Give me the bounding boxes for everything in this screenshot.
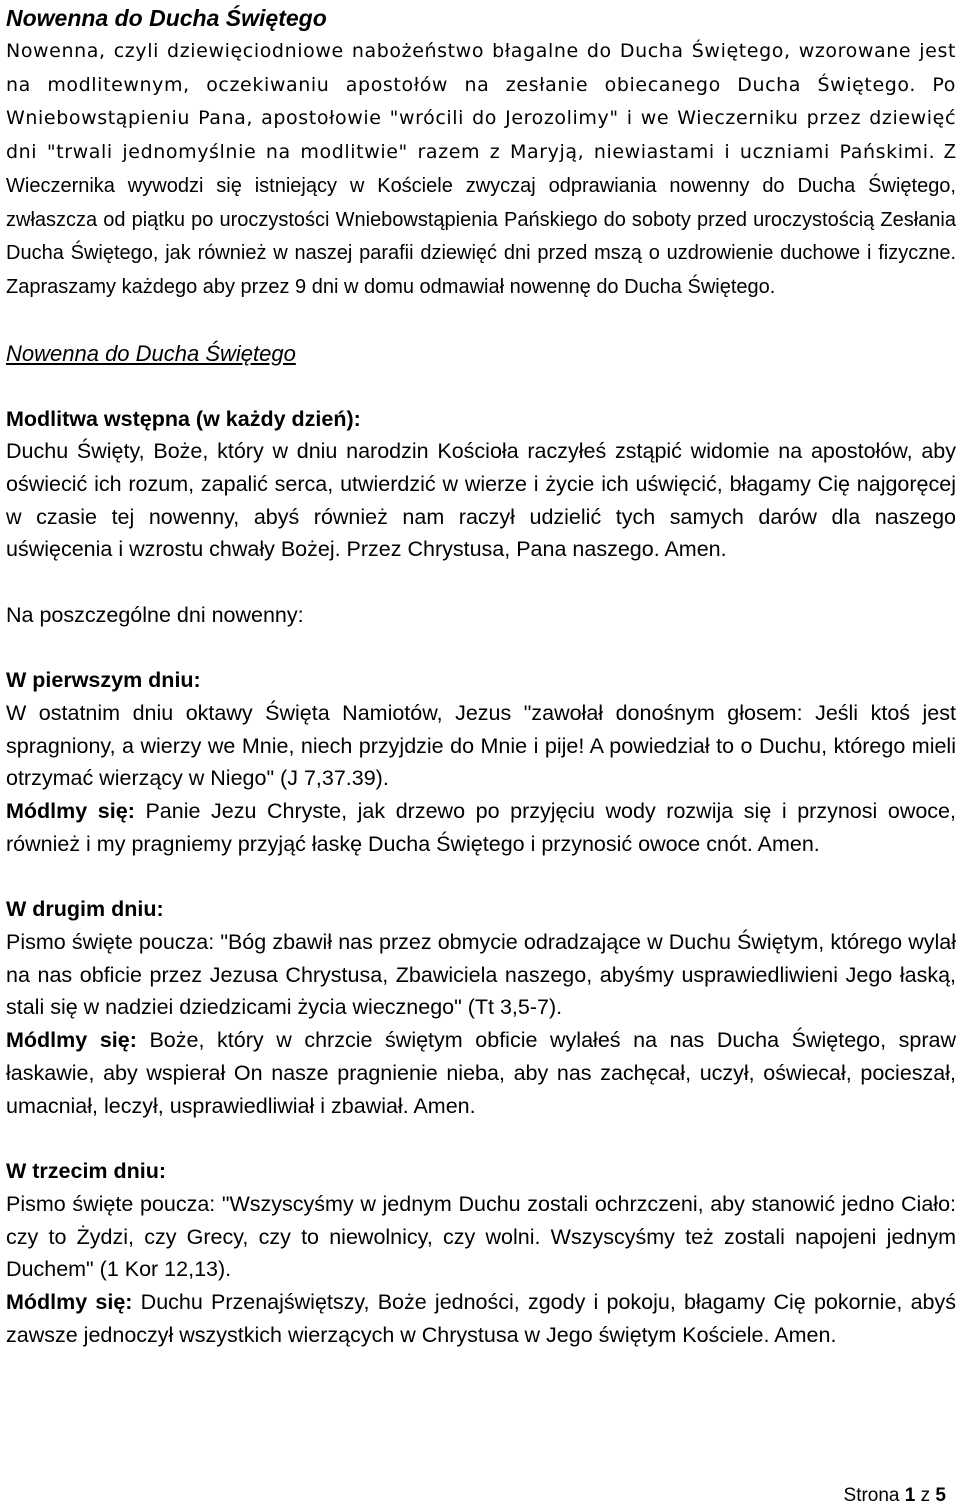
day-prayer	[6, 1286, 956, 1351]
prayer-label: Módlmy się:	[6, 1290, 133, 1315]
page-number-total: 5	[935, 1485, 946, 1506]
prayer-label: Módlmy się:	[6, 1028, 137, 1053]
day-scripture-text: W ostatnim dniu oktawy Święta Namiotów, Jezus "zawołał donośnym głosem: Jeśli ktoś jest spragniony, a wierzy we Mnie, niech przyjdzie do Mnie i pije! A powiedział to o Duchu, którego mieli otrzymać wierzący w Niego" (J 7,37.39).	[6, 700, 956, 791]
day-heading: W drugim dniu:	[6, 897, 164, 922]
prayer-text: Panie Jezu Chryste, jak drzewo po przyjęciu wody rozwija się i przynosi owoce, również i my pragniemy przyjąć łaskę Ducha Świętego i przynosić owoce cnót. Amen.	[6, 798, 956, 856]
section-heading: Nowenna do Ducha Świętego	[6, 340, 296, 366]
page-number	[844, 1484, 946, 1508]
prayer-text: Boże, który w chrzcie świętym obficie wylałeś na nas Ducha Świętego, spraw łaskawie, aby wspierał On nasze pragnienie nieba, aby nas zachęcał, uczył, oświecał, pocieszał, umacniał, leczył, usprawiedliwiał i zbawiał. Amen.	[6, 1028, 956, 1118]
day-prayer	[6, 1024, 956, 1122]
day-heading: W pierwszym dniu:	[6, 668, 201, 693]
document-title: Nowenna do Ducha Świętego	[6, 5, 327, 31]
prayer-label: Módlmy się:	[6, 798, 135, 823]
page-number-separator: z	[915, 1485, 936, 1506]
intro-text-part1: Nowenna, czyli dziewięciodniowe nabożeństwo błagalne do Ducha Świętego, wzorowane jest na modlitewnym, oczekiwaniu apostołów na zesłanie obiecanego Ducha Świętego. Po Wniebowstąpieniu Pana, apostołowie "wrócili do Jerozolimy" i we Wieczerniku przez dziewięć dni "trwali jednomyślnie na modlitwie" razem z Maryją, niewiastami i uczniami Pańskimi.	[6, 40, 956, 164]
page-number-current: 1	[904, 1485, 916, 1506]
intro-paragraph	[6, 34, 956, 304]
opening-prayer-text: Duchu Święty, Boże, który w dniu narodzin Kościoła raczyłeś zstąpić widomie na apostołów, aby oświecić ich rozum, zapalić serca, utwierdzić w wierze i życie ich uświęcić, błagamy Cię najgoręcej w czasie tej nowenny, abyś również nam raczył udzielić tych samych darów dla naszego uświęcenia i wzrostu chwały Bożej. Przez Chrystusa, Pana naszego. Amen.	[6, 439, 956, 562]
day-scripture-text: Pismo święte poucza: "Bóg zbawił nas przez obmycie odradzające w Duchu Świętym, którego wylał na nas obficie przez Jezusa Chrystusa, Zbawiciela naszego, abyśmy usprawiedliwieni Jego łaską, stali się w nadziei dziedzicami życia wiecznego" (Tt 3,5-7).	[6, 930, 956, 1020]
prayer-text: Duchu Przenajświętszy, Boże jedności, zgody i pokoju, błagamy Cię pokornie, abyś zawsze jednoczył wszystkich wierzących w Chrystusa w Jego świętym Kościele. Amen.	[6, 1290, 956, 1347]
day-heading: W trzecim dniu:	[6, 1159, 167, 1184]
page-number-prefix: Strona	[843, 1485, 905, 1506]
days-intro: Na poszczególne dni nowenny:	[6, 603, 304, 628]
intro-text-part2: Z Wieczernika wywodzi się istniejący w Kościele zwyczaj odprawiania nowenny do Ducha Świętego, zwłaszcza od piątku po uroczystości Wniebowstąpienia Pańskiego do soboty przed uroczystością Zesłania Ducha Świętego, jak również w naszej parafii dziewięć dni przed mszą o uzdrowienie duchowe i fizyczne. Zapraszamy każdego aby przez 9 dni w domu odmawiał nowennę do Ducha Świętego.	[6, 141, 956, 298]
day-scripture-text: Pismo święte poucza: "Wszyscyśmy w jednym Duchu zostali ochrzczeni, aby stanowić jedno Ciało: czy to Żydzi, czy Grecy, czy to niewolnicy, czy wolni. Wszyscyśmy też zostali napojeni jednym Duchem" (1 Kor 12,13).	[6, 1191, 956, 1282]
opening-prayer-heading: Modlitwa wstępna (w każdy dzień):	[6, 406, 361, 431]
document-page	[6, 0, 956, 1352]
day-prayer	[6, 795, 956, 860]
